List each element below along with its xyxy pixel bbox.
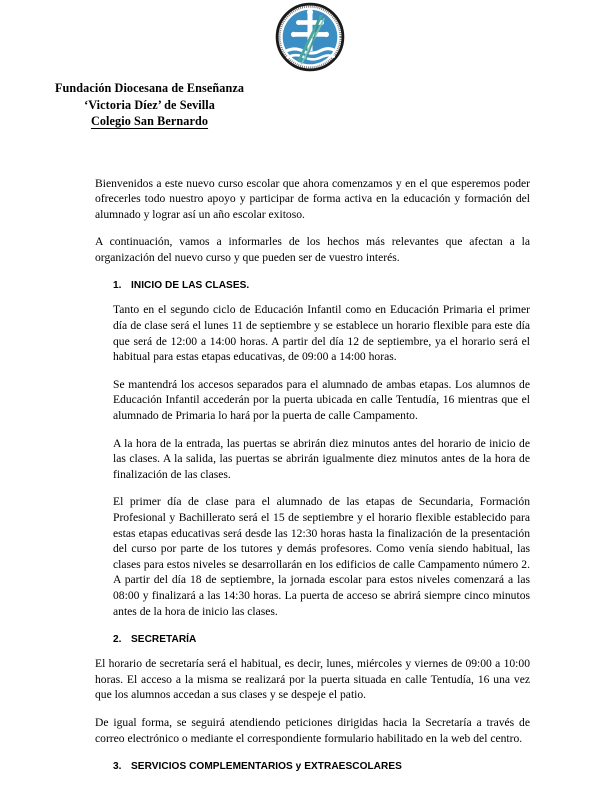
organization-title (22, 80, 277, 130)
section-2-paragraph-2: De igual forma, se seguirá atendiendo peticiones dirigidas hacia la Secretaría a través de correo electrónico o mediante el correspondiente formulario habilitado en la web del centro. (95, 715, 530, 745)
section-body-1 (95, 302, 530, 619)
school-crest-svg (275, 2, 345, 72)
section-heading-1 (95, 280, 530, 291)
section-2-paragraph-1: El horario de secretaría será el habitual, es decir, lunes, miércoles y viernes de 09:00 a 10:00 horas. El acceso a la misma se realizará por la puerta situada en calle Tentudía, 16 una vez que los alumnos accedan a sus clases y se despeje el patio. (95, 657, 530, 702)
letterhead (0, 0, 600, 130)
section-number-1: 1. (113, 280, 122, 292)
section-title-3: SERVICIOS COMPLEMENTARIOS y EXTRAESCOLARES (131, 761, 402, 773)
school-crest-logo (275, 2, 345, 72)
org-title-line-2: ‘Victoria Díez’ de Sevilla (84, 97, 215, 112)
section-title-2: SECRETARÍA (131, 634, 197, 646)
section-number-2: 2. (113, 634, 122, 646)
intro-block (95, 176, 530, 266)
section-heading-2 (95, 634, 530, 645)
section-title-1: INICIO DE LAS CLASES. (131, 280, 250, 292)
section-1-paragraph-3: A la hora de la entrada, las puertas se abrirán diez minutos antes del horario de inicio de las clases. A la salida, las puertas se abrirán igualmente diez minutos antes de la hora de finalización de las clases. (113, 436, 530, 481)
intro-paragraph-2: A continuación, vamos a informarles de los hechos más relevantes que afectan a la organización del nuevo curso y que pueden ser de vuestro interés. (95, 235, 530, 264)
section-heading-3 (95, 761, 530, 772)
document-body (0, 176, 600, 773)
intro-paragraph-1: Bienvenidos a este nuevo curso escolar que ahora comenzamos y en el que esperemos poder ofrecerles todo nuestro apoyo y participar de forma activa en la educación y formación del alumnado y lograr así un año escolar exitoso. (95, 176, 530, 221)
section-body-2 (95, 656, 530, 746)
section-number-3: 3. (113, 761, 122, 773)
section-1-paragraph-1: Tanto en el segundo ciclo de Educación Infantil como en Educación Primaria el primer día de clase será el lunes 11 de septiembre y se establece un horario flexible para este día que será de 12:00 a 14:00 horas. A partir del día 12 de septiembre, ya el horario será el habitual para estas etapas educativas, de 09:00 a 14:00 horas. (113, 303, 530, 364)
section-1-paragraph-4: El primer día de clase para el alumnado de las etapas de Secundaria, Formación Profesional y Bachillerato será el 15 de septiembre y el horario flexible establecido para estas etapas educativas será desde las 12:30 horas hasta la finalización de la presentación del curso por parte de los tutores y demás profesores. Como venía siendo habitual, las clases para estos niveles se desarrollarán en los edificios de calle Campamento número 2. A partir del día 18 de septiembre, la jornada escolar para estos niveles comenzará a las 08:00 y finalizará a las 14:30 horas. La puerta de acceso se abrirá siempre cinco minutos antes de la hora de inicio las clases. (113, 495, 530, 618)
logo-container (0, 2, 600, 74)
org-title-line-1: Fundación Diocesana de Enseñanza (54, 81, 245, 95)
section-1-paragraph-2: Se mantendrá los accesos separados para el alumnado de ambas etapas. Los alumnos de Educación Infantil accederán por la puerta ubicada en calle Tentudía, 16 mientras que el alumnado de Primaria lo hará por la puerta de calle Campamento. (113, 377, 530, 423)
org-title-line-3: Colegio San Bernardo (90, 114, 209, 128)
